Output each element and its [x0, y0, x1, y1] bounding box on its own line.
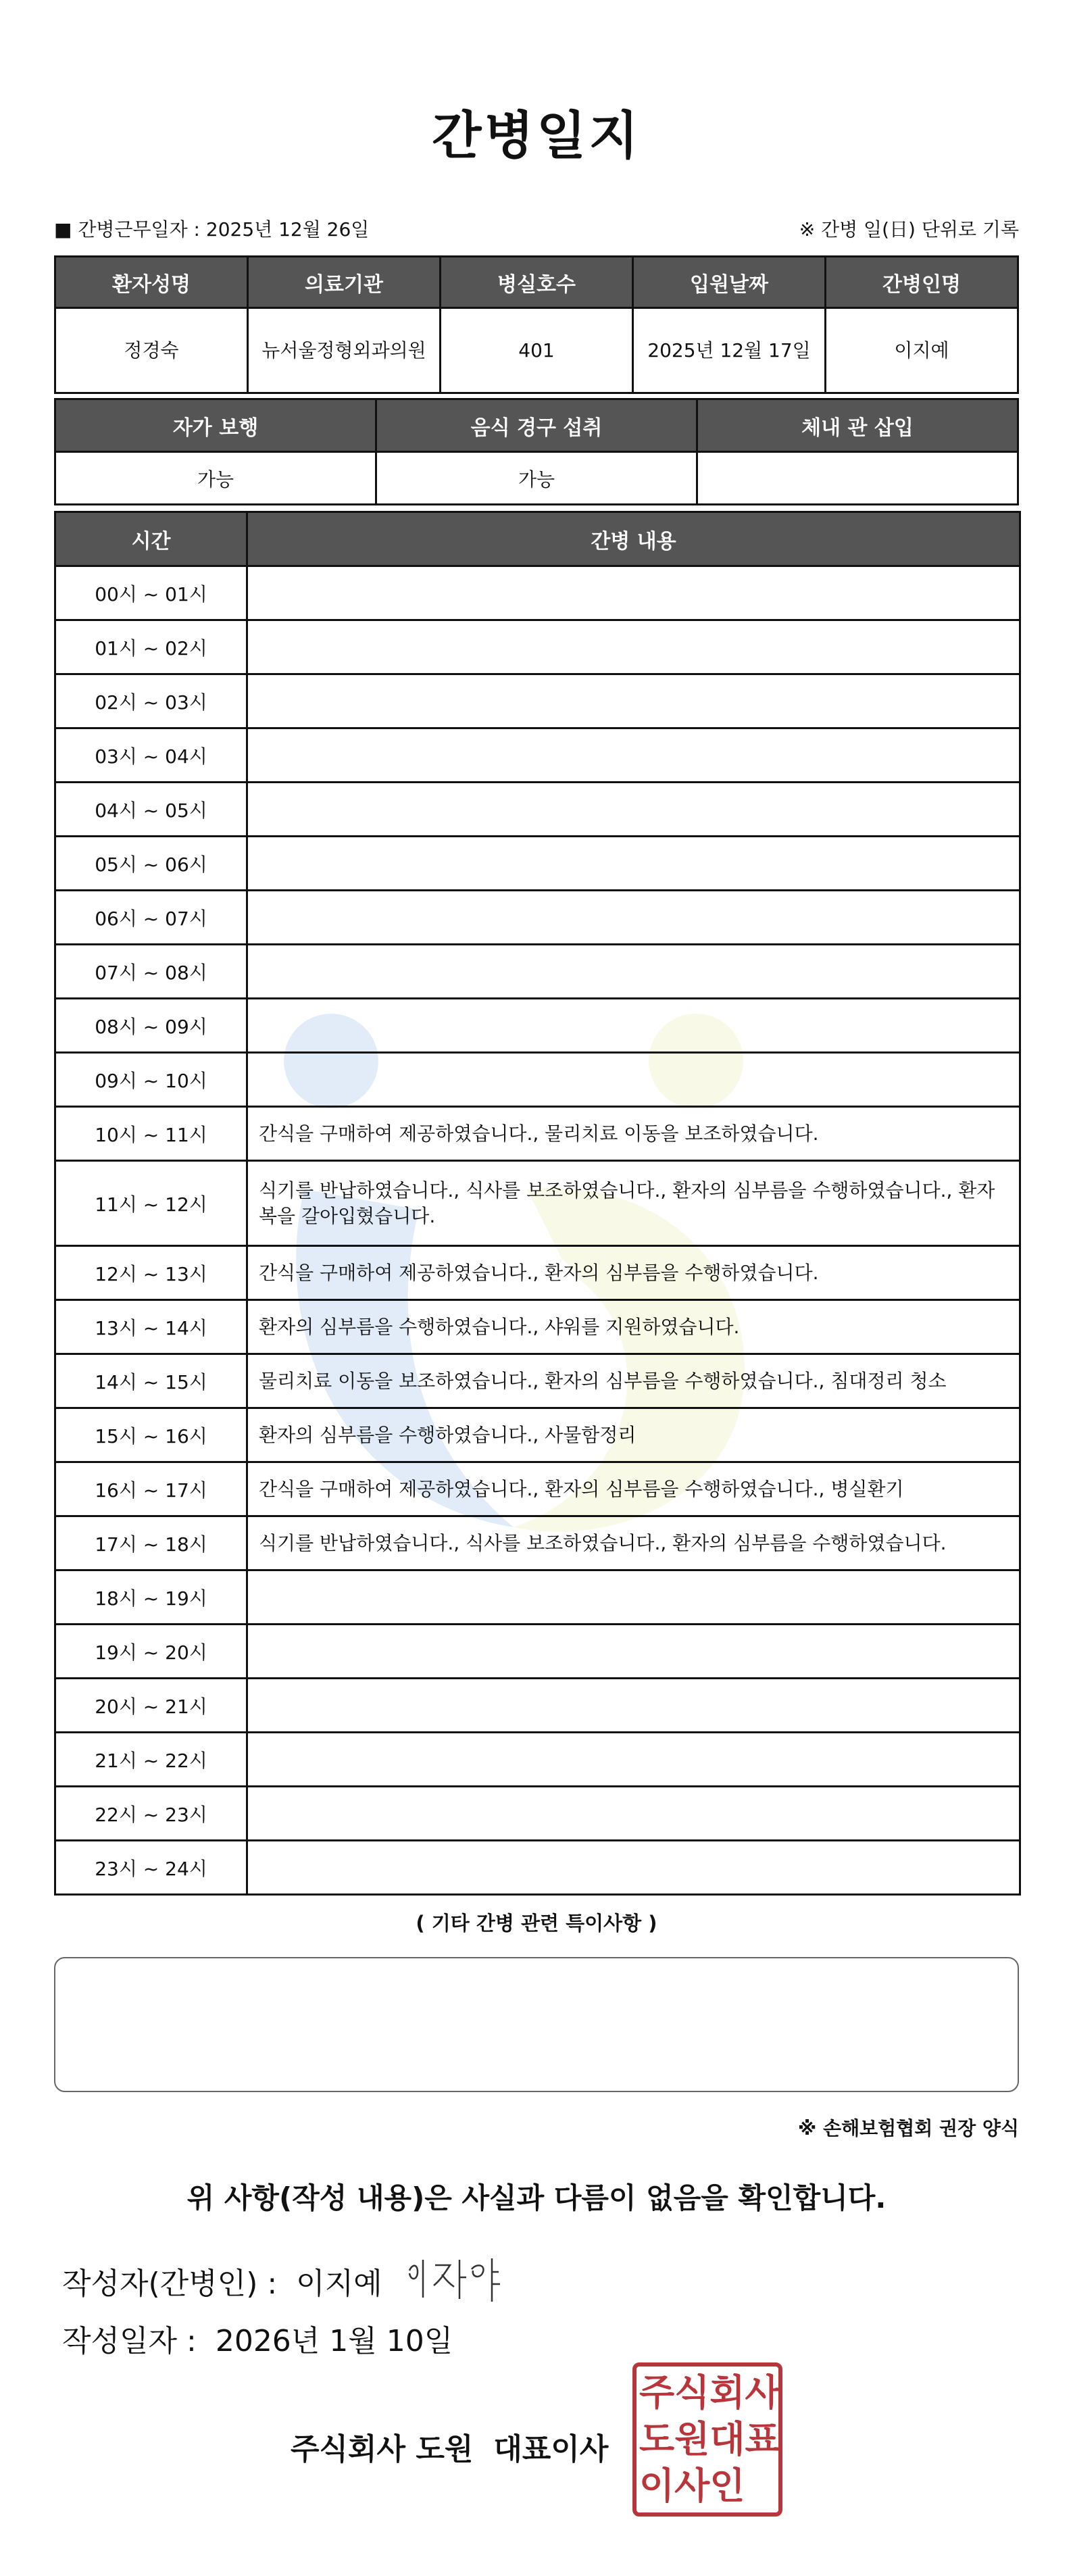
header-patient-name: 환자성명 — [55, 257, 248, 308]
company-name: 주식회사 도원 — [291, 2432, 474, 2467]
status-header-row — [55, 399, 1018, 452]
log-time: 05시 ~ 06시 — [55, 837, 247, 891]
page-title: 간병일지 — [432, 105, 641, 166]
writer-name: 이지예 — [296, 2267, 382, 2301]
log-row — [55, 674, 1020, 728]
log-content — [247, 1733, 1020, 1787]
patient-name: 정경숙 — [55, 308, 248, 393]
log-time: 11시 ~ 12시 — [55, 1161, 247, 1246]
oral-intake-status: 가능 — [376, 452, 697, 505]
log-row — [55, 945, 1020, 999]
writer-row — [62, 2250, 511, 2311]
header-time: 시간 — [55, 512, 247, 566]
log-time: 08시 ~ 09시 — [55, 999, 247, 1053]
log-content — [247, 1625, 1020, 1679]
log-time: 20시 ~ 21시 — [55, 1679, 247, 1733]
log-header-row — [55, 512, 1020, 566]
log-time: 19시 ~ 20시 — [55, 1625, 247, 1679]
seal-char: 사 — [674, 2464, 710, 2508]
log-row — [55, 728, 1020, 783]
log-content: 간식을 구매하여 제공하였습니다., 환자의 심부름을 수행하였습니다., 병실환기 — [247, 1462, 1020, 1516]
info-value-row — [55, 308, 1018, 393]
log-time: 04시 ~ 05시 — [55, 783, 247, 837]
log-row — [55, 1625, 1020, 1679]
notes-title: ( 기타 간병 관련 특이사항 ) — [416, 1912, 657, 1935]
log-time: 10시 ~ 11시 — [55, 1107, 247, 1161]
log-row — [55, 1462, 1020, 1516]
walking-status: 가능 — [55, 452, 376, 505]
log-content — [247, 728, 1020, 783]
caregiver-name: 이지예 — [826, 308, 1018, 393]
company-row — [291, 2425, 608, 2468]
log-content — [247, 1053, 1020, 1107]
log-row — [55, 1408, 1020, 1462]
log-time: 16시 ~ 17시 — [55, 1462, 247, 1516]
tube-status — [697, 452, 1018, 505]
log-content — [247, 1679, 1020, 1733]
log-row — [55, 837, 1020, 891]
log-time: 21시 ~ 22시 — [55, 1733, 247, 1787]
log-row — [55, 566, 1020, 620]
log-content — [247, 1570, 1020, 1625]
care-log-table — [54, 511, 1021, 1896]
log-content: 간식을 구매하여 제공하였습니다., 환자의 심부름을 수행하였습니다. — [247, 1246, 1020, 1300]
admission-date: 2025년 12월 17일 — [633, 308, 826, 393]
log-content: 식기를 반납하였습니다., 식사를 보조하였습니다., 환자의 심부름을 수행하였습니다. — [247, 1516, 1020, 1570]
log-time: 00시 ~ 01시 — [55, 566, 247, 620]
log-time: 17시 ~ 18시 — [55, 1516, 247, 1570]
log-time: 03시 ~ 04시 — [55, 728, 247, 783]
work-date: ■ 간병근무일자 : 2025년 12월 26일 — [54, 218, 370, 241]
seal-char: 원 — [674, 2417, 710, 2460]
handwritten-signature — [403, 2250, 511, 2311]
log-row — [55, 1516, 1020, 1570]
institution-name: 뉴서울정형외과의원 — [248, 308, 441, 393]
written-date-label: 작성일자 : — [62, 2324, 197, 2358]
header-tube: 체내 관 삽입 — [697, 399, 1018, 452]
log-content: 환자의 심부름을 수행하였습니다., 사물함정리 — [247, 1408, 1020, 1462]
log-time: 02시 ~ 03시 — [55, 674, 247, 728]
log-content — [247, 891, 1020, 945]
log-row — [55, 1570, 1020, 1625]
meta-row — [54, 215, 1019, 243]
header-room: 병실호수 — [441, 257, 633, 308]
log-time: 09시 ~ 10시 — [55, 1053, 247, 1107]
header-walking: 자가 보행 — [55, 399, 376, 452]
written-date-value: 2026년 1월 10일 — [215, 2324, 453, 2358]
header-institution: 의료기관 — [248, 257, 441, 308]
patient-info-table — [54, 255, 1019, 394]
status-value-row — [55, 452, 1018, 505]
log-content — [247, 945, 1020, 999]
log-content — [247, 1841, 1020, 1895]
log-row — [55, 1841, 1020, 1895]
log-row — [55, 620, 1020, 674]
info-header-row — [55, 257, 1018, 308]
company-seal-stamp — [632, 2362, 782, 2517]
log-time: 22시 ~ 23시 — [55, 1787, 247, 1841]
log-row — [55, 1354, 1020, 1408]
log-time: 06시 ~ 07시 — [55, 891, 247, 945]
log-content — [247, 783, 1020, 837]
company-title: 대표이사 — [493, 2432, 609, 2467]
seal-char: 인 — [709, 2464, 745, 2508]
header-oral-intake: 음식 경구 섭취 — [376, 399, 697, 452]
seal-char: 대 — [709, 2417, 745, 2460]
log-content — [247, 837, 1020, 891]
written-date-row — [62, 2317, 453, 2360]
log-row — [55, 1679, 1020, 1733]
seal-char: 사 — [745, 2371, 780, 2414]
unit-note: ※ 간병 일(日) 단위로 기록 — [799, 218, 1019, 241]
log-time: 18시 ~ 19시 — [55, 1570, 247, 1625]
log-time: 07시 ~ 08시 — [55, 945, 247, 999]
header-caregiver: 간병인명 — [826, 257, 1018, 308]
log-row — [55, 1107, 1020, 1161]
log-row — [55, 1161, 1020, 1246]
seal-char: 식 — [674, 2371, 710, 2414]
log-row — [55, 783, 1020, 837]
seal-char: 회 — [709, 2371, 745, 2414]
log-time: 01시 ~ 02시 — [55, 620, 247, 674]
log-row — [55, 1246, 1020, 1300]
room-number: 401 — [441, 308, 633, 393]
notes-box — [54, 1957, 1019, 2092]
header-care-content: 간병 내용 — [247, 512, 1020, 566]
log-content: 물리치료 이동을 보조하였습니다., 환자의 심부름을 수행하였습니다., 침대정리 청소 — [247, 1354, 1020, 1408]
log-row — [55, 999, 1020, 1053]
log-time: 15시 ~ 16시 — [55, 1408, 247, 1462]
log-content: 간식을 구매하여 제공하였습니다., 물리치료 이동을 보조하였습니다. — [247, 1107, 1020, 1161]
log-time: 13시 ~ 14시 — [55, 1300, 247, 1354]
log-time: 23시 ~ 24시 — [55, 1841, 247, 1895]
log-row — [55, 1300, 1020, 1354]
confirmation-statement: 위 사항(작성 내용)은 사실과 다름이 없음을 확인합니다. — [186, 2181, 887, 2214]
log-body — [55, 566, 1020, 1895]
log-content — [247, 674, 1020, 728]
log-row — [55, 1787, 1020, 1841]
log-content: 환자의 심부름을 수행하였습니다., 샤워를 지원하였습니다. — [247, 1300, 1020, 1354]
log-content — [247, 566, 1020, 620]
patient-status-table — [54, 398, 1019, 505]
log-content — [247, 1787, 1020, 1841]
log-content — [247, 999, 1020, 1053]
form-note: ※ 손해보험협회 권장 양식 — [798, 2117, 1019, 2139]
log-time: 12시 ~ 13시 — [55, 1246, 247, 1300]
log-content — [247, 620, 1020, 674]
log-row — [55, 1733, 1020, 1787]
log-content: 식기를 반납하였습니다., 식사를 보조하였습니다., 환자의 심부름을 수행하였습니다., 환자복을 갈아입혔습니다. — [247, 1161, 1020, 1246]
seal-char: 주 — [639, 2371, 675, 2414]
log-row — [55, 1053, 1020, 1107]
seal-char: 이 — [639, 2464, 675, 2508]
seal-char: 표 — [745, 2417, 780, 2460]
writer-label: 작성자(간병인) : — [62, 2267, 278, 2301]
log-row — [55, 891, 1020, 945]
seal-char: 도 — [639, 2417, 675, 2460]
log-time: 14시 ~ 15시 — [55, 1354, 247, 1408]
header-admission-date: 입원날짜 — [633, 257, 826, 308]
